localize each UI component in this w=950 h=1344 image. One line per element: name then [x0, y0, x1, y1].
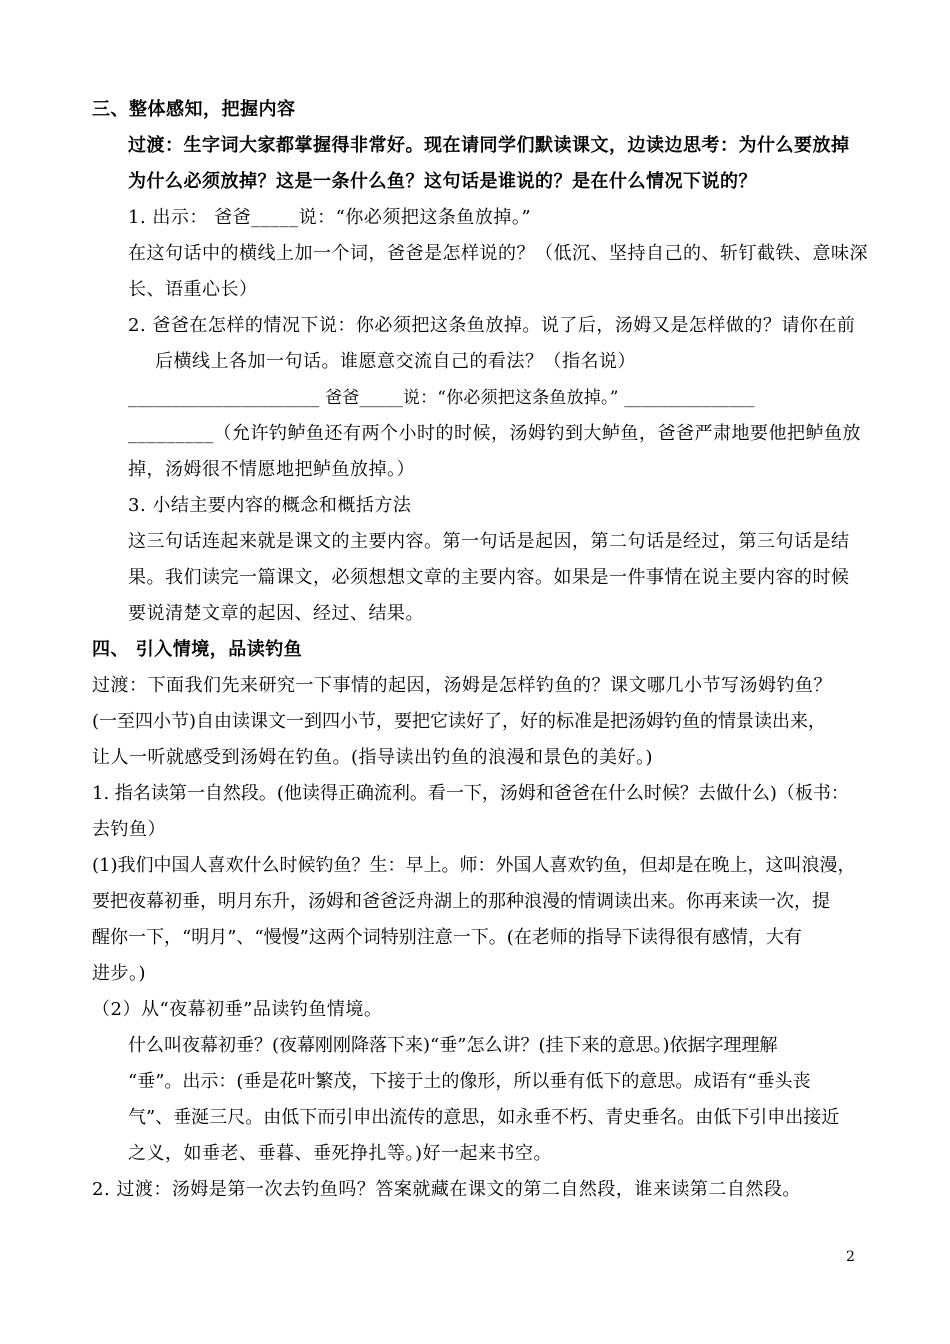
sub-item-2: （2）从“夜幕初垂”品读钓鱼情境。 [92, 999, 383, 1020]
paragraph-line: 让人一听就感受到汤姆在钓鱼。(指导读出钓鱼的浪漫和景色的美好。) [92, 747, 654, 768]
paragraph-line: 在这句话中的横线上加一个词，爸爸是怎样说的？（低沉、坚持自己的、斩钉截铁、意味深 [128, 243, 868, 264]
paragraph-line: 长、语重心长） [128, 279, 258, 300]
paragraph-line: 要把夜幕初垂，明月东升，汤姆和爸爸泛舟湖上的那种浪漫的情调读出来。你再来读一次，提 [92, 891, 830, 912]
paragraph-line: 为什么必须放掉？这是一条什么鱼？这句话是谁说的？是在什么情况下说的？ [128, 171, 757, 192]
list-item-2b: 2. 过渡：汤姆是第一次去钓鱼吗？答案就藏在课文的第二自然段，谁来读第二自然段。 [92, 1179, 801, 1200]
paragraph-line: 什么叫夜幕初垂？(夜幕刚刚降落下来)“垂”怎么讲？(挂下来的意思。)依据字理理解 [128, 1035, 778, 1056]
paragraph-line: (1)我们中国人喜欢什么时候钓鱼？生：早上。师：外国人喜欢钓鱼，但却是在晚上，这叫浪漫， [92, 855, 856, 876]
paragraph-line: 果。我们读完一篇课文，必须想想文章的主要内容。如果是一件事情在说主要内容的时候 [128, 567, 850, 588]
paragraph-line: 过渡：下面我们先来研究一下事情的起因，汤姆是怎样钓鱼的？课文哪几小节写汤姆钓鱼？ [92, 675, 832, 696]
paragraph-line: 醒你一下，“明月”、“慢慢”这两个词特别注意一下。(在老师的指导下读得很有感情，大有 [92, 927, 802, 948]
fill-in-line: ______________________ 爸爸_____说：“你必须把这条鱼放掉。” _______________ [128, 388, 755, 408]
list-item-3: 3. 小结主要内容的概念和概括方法 [128, 495, 412, 516]
paragraph-line: 这三句话连起来就是课文的主要内容。第一句话是起因，第二句话是经过，第三句话是结 [128, 531, 850, 552]
paragraph-line: 后横线上各加一句话。谁愿意交流自己的看法？（指名说） [155, 351, 636, 372]
paragraph-line: _________（允许钓鲈鱼还有两个小时的时候，汤姆钓到大鲈鱼，爸爸严肃地要他把鲈鱼放 [128, 423, 861, 444]
section-heading-4: 四、 引入情境，品读钓鱼 [92, 639, 303, 660]
paragraph-line: 要说清楚文章的起因、经过、结果。 [128, 603, 424, 624]
list-item-1: 1. 出示： 爸爸_____说：“你必须把这条鱼放掉。” [128, 207, 532, 228]
paragraph-line: (一至四小节)自由读课文一到四小节，要把它读好了，好的标准是把汤姆钓鱼的情景读出来， [92, 711, 827, 732]
list-item-2: 2. 爸爸在怎样的情况下说：你必须把这条鱼放掉。说了后，汤姆又是怎样做的？请你在前 [128, 315, 856, 336]
paragraph-line: “垂”。出示：(垂是花叶繁茂，下接于土的像形，所以垂有低下的意思。成语有“垂头丧 [128, 1071, 811, 1092]
paragraph-line: 气”、垂涎三尺。由低下而引申出流传的意思，如永垂不朽、青史垂名。由低下引申出接近 [128, 1107, 840, 1128]
paragraph-line: 进步。) [92, 963, 147, 984]
paragraph-line: 过渡：生字词大家都掌握得非常好。现在请同学们默读课文，边读边思考：为什么要放掉 [128, 135, 850, 156]
paragraph-line: 去钓鱼） [92, 819, 166, 840]
paragraph-line: 掉，汤姆很不情愿地把鲈鱼放掉。） [128, 459, 415, 480]
paragraph-line: 1. 指名读第一自然段。(他读得正确流利。看一下，汤姆和爸爸在什么时候？去做什么)（板书： [92, 783, 849, 804]
paragraph-line: 之义，如垂老、垂暮、垂死挣扎等。)好一起来书空。 [128, 1143, 553, 1164]
page-number: 2 [846, 1249, 855, 1265]
section-heading-3: 三、整体感知，把握内容 [92, 99, 296, 120]
